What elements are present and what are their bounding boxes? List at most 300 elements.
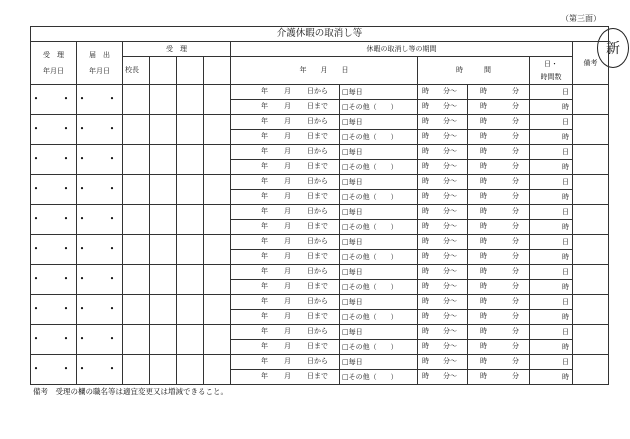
kocho-stamp-cell[interactable] xyxy=(123,85,150,115)
hour-label: 時 xyxy=(480,222,487,230)
uketsuke-date-cell[interactable]: ・ ・ xyxy=(31,205,77,235)
hour-count-cell[interactable]: 時 xyxy=(530,250,573,265)
day-count-cell[interactable]: 日 xyxy=(530,175,573,190)
year-label: 年 xyxy=(261,132,268,140)
todoke-date-cell[interactable]: ・ ・ xyxy=(77,295,123,325)
minute-tilde-label: 分～ xyxy=(443,252,457,260)
start-time-cell[interactable] xyxy=(418,355,468,370)
uketsuke-date-cell[interactable]: ・ ・ xyxy=(31,265,77,295)
other-day-checkbox[interactable]: □その他（ ） xyxy=(340,100,418,115)
kocho-stamp-cell[interactable] xyxy=(123,355,150,385)
kocho-header: 校長 xyxy=(123,57,150,85)
juri-header: 受 理 xyxy=(123,42,231,57)
hour-count-cell[interactable]: 時 xyxy=(530,340,573,355)
to-date-cell[interactable] xyxy=(231,190,340,205)
year-label: 年 xyxy=(261,102,268,110)
day-count-cell[interactable]: 日 xyxy=(530,295,573,310)
end-time-cell[interactable] xyxy=(468,220,530,235)
end-time-cell[interactable] xyxy=(468,355,530,370)
month-label: 月 xyxy=(284,87,291,95)
minute-tilde-label: 分～ xyxy=(443,372,457,380)
stamp-cell-4[interactable] xyxy=(204,295,231,325)
month-label: 月 xyxy=(284,312,291,320)
remarks-cell[interactable] xyxy=(573,235,609,265)
stamp-cell-3[interactable] xyxy=(177,175,204,205)
stamp-cell-4[interactable] xyxy=(204,115,231,145)
todoke-header xyxy=(77,42,123,85)
end-time-cell[interactable] xyxy=(468,145,530,160)
new-stamp: 新 xyxy=(597,28,629,68)
minute-label: 分 xyxy=(512,327,519,335)
from-date-cell[interactable] xyxy=(231,265,340,280)
start-time-cell[interactable] xyxy=(418,145,468,160)
minute-tilde-label: 分～ xyxy=(443,297,457,305)
entry-row-top xyxy=(31,325,609,340)
approver-blank-1 xyxy=(150,57,177,85)
from-label: 日から xyxy=(307,357,328,365)
other-day-checkbox[interactable]: □その他（ ） xyxy=(340,250,418,265)
stamp-cell-4[interactable] xyxy=(204,355,231,385)
start-time-cell[interactable] xyxy=(418,280,468,295)
hour-label: 時 xyxy=(480,357,487,365)
todoke-date-cell[interactable]: ・ ・ xyxy=(77,205,123,235)
to-date-cell[interactable] xyxy=(231,220,340,235)
month-label: 月 xyxy=(284,147,291,155)
start-time-cell[interactable] xyxy=(418,325,468,340)
remarks-cell[interactable] xyxy=(573,175,609,205)
to-label: 日まで xyxy=(307,192,328,200)
other-day-checkbox[interactable]: □その他（ ） xyxy=(340,310,418,325)
approver-blank-2 xyxy=(177,57,204,85)
entry-row-top xyxy=(31,205,609,220)
every-day-checkbox[interactable]: □毎日 xyxy=(340,265,418,280)
end-time-cell[interactable] xyxy=(468,310,530,325)
stamp-cell-4[interactable] xyxy=(204,175,231,205)
entry-row-top xyxy=(31,115,609,130)
minute-label: 分 xyxy=(512,222,519,230)
to-date-cell[interactable] xyxy=(231,160,340,175)
year-label: 年 xyxy=(261,372,268,380)
stamp-cell-2[interactable] xyxy=(150,205,177,235)
to-label: 日まで xyxy=(307,342,328,350)
minute-tilde-label: 分～ xyxy=(443,192,457,200)
hour-label: 時 xyxy=(480,297,487,305)
hour-label: 時 xyxy=(480,267,487,275)
stamp-cell-2[interactable] xyxy=(150,145,177,175)
day-count-cell[interactable]: 日 xyxy=(530,265,573,280)
start-time-cell[interactable] xyxy=(418,85,468,100)
hour-label: 時 xyxy=(422,252,429,260)
hour-label: 時 xyxy=(422,342,429,350)
end-time-cell[interactable] xyxy=(468,295,530,310)
stamp-cell-3[interactable] xyxy=(177,325,204,355)
uketsuke-date-cell[interactable]: ・ ・ xyxy=(31,235,77,265)
to-date-cell[interactable] xyxy=(231,100,340,115)
stamp-cell-3[interactable] xyxy=(177,145,204,175)
day-count-cell[interactable]: 日 xyxy=(530,205,573,220)
hour-label: 時 xyxy=(422,237,429,245)
page-label: （第三面） xyxy=(561,14,601,23)
month-label: 月 xyxy=(284,252,291,260)
stamp-cell-3[interactable] xyxy=(177,235,204,265)
year-label: 年 xyxy=(261,312,268,320)
start-time-cell[interactable] xyxy=(418,370,468,385)
uketsuke-date-cell[interactable]: ・ ・ xyxy=(31,85,77,115)
start-time-cell[interactable] xyxy=(418,190,468,205)
days-header-top: 日・ xyxy=(544,59,558,68)
end-time-cell[interactable] xyxy=(468,205,530,220)
to-date-cell[interactable] xyxy=(231,250,340,265)
every-day-checkbox[interactable]: □毎日 xyxy=(340,205,418,220)
from-label: 日から xyxy=(307,207,328,215)
minute-label: 分 xyxy=(512,192,519,200)
day-count-cell[interactable]: 日 xyxy=(530,235,573,250)
minute-label: 分 xyxy=(512,207,519,215)
start-time-cell[interactable] xyxy=(418,295,468,310)
year-label: 年 xyxy=(261,147,268,155)
ymd-header: 年 月 日 xyxy=(231,57,418,85)
end-time-cell[interactable] xyxy=(468,85,530,100)
minute-label: 分 xyxy=(512,237,519,245)
minute-tilde-label: 分～ xyxy=(443,102,457,110)
year-label: 年 xyxy=(261,162,268,170)
other-day-checkbox[interactable]: □その他（ ） xyxy=(340,280,418,295)
hour-label: 時 xyxy=(480,252,487,260)
from-date-cell[interactable] xyxy=(231,145,340,160)
minute-tilde-label: 分～ xyxy=(443,327,457,335)
days-header-bottom: 時間数 xyxy=(540,72,562,81)
start-time-cell[interactable] xyxy=(418,310,468,325)
hour-count-cell[interactable]: 時 xyxy=(530,310,573,325)
end-time-cell[interactable] xyxy=(468,160,530,175)
month-label: 月 xyxy=(284,267,291,275)
to-date-cell[interactable] xyxy=(231,310,340,325)
hour-label: 時 xyxy=(480,327,487,335)
start-time-cell[interactable] xyxy=(418,340,468,355)
from-date-cell[interactable] xyxy=(231,295,340,310)
stamp-cell-2[interactable] xyxy=(150,265,177,295)
uketsuke-date-cell[interactable]: ・ ・ xyxy=(31,325,77,355)
stamp-cell-3[interactable] xyxy=(177,115,204,145)
year-label: 年 xyxy=(261,267,268,275)
minute-tilde-label: 分～ xyxy=(443,177,457,185)
minute-tilde-label: 分～ xyxy=(443,132,457,140)
todoke-date-cell[interactable]: ・ ・ xyxy=(77,235,123,265)
end-time-cell[interactable] xyxy=(468,100,530,115)
end-time-cell[interactable] xyxy=(468,265,530,280)
from-date-cell[interactable] xyxy=(231,205,340,220)
year-label: 年 xyxy=(261,192,268,200)
stamp-cell-3[interactable] xyxy=(177,205,204,235)
hour-count-cell[interactable]: 時 xyxy=(530,220,573,235)
stamp-cell-2[interactable] xyxy=(150,325,177,355)
start-time-cell[interactable] xyxy=(418,130,468,145)
year-label: 年 xyxy=(261,282,268,290)
minute-tilde-label: 分～ xyxy=(443,267,457,275)
start-time-cell[interactable] xyxy=(418,115,468,130)
stamp-cell-2[interactable] xyxy=(150,295,177,325)
remarks-cell[interactable] xyxy=(573,85,609,115)
todoke-date-cell[interactable]: ・ ・ xyxy=(77,325,123,355)
end-time-cell[interactable] xyxy=(468,250,530,265)
kocho-stamp-cell[interactable] xyxy=(123,265,150,295)
entry-row-top xyxy=(31,265,609,280)
end-time-cell[interactable] xyxy=(468,175,530,190)
month-label: 月 xyxy=(284,132,291,140)
from-label: 日から xyxy=(307,327,328,335)
start-time-cell[interactable] xyxy=(418,250,468,265)
every-day-checkbox[interactable]: □毎日 xyxy=(340,295,418,310)
hour-label: 時 xyxy=(422,102,429,110)
period-header: 休暇の取消し等の期間 xyxy=(231,42,573,57)
every-day-checkbox[interactable]: □毎日 xyxy=(340,325,418,340)
start-time-cell[interactable] xyxy=(418,265,468,280)
to-date-cell[interactable] xyxy=(231,370,340,385)
hour-label: 時 xyxy=(480,162,487,170)
to-date-cell[interactable] xyxy=(231,130,340,145)
to-date-cell[interactable] xyxy=(231,340,340,355)
remarks-cell[interactable] xyxy=(573,325,609,355)
minute-tilde-label: 分～ xyxy=(443,162,457,170)
todoke-label: 届 出 xyxy=(89,50,110,59)
from-date-cell[interactable] xyxy=(231,355,340,370)
minute-label: 分 xyxy=(512,252,519,260)
todoke-date-cell[interactable]: ・ ・ xyxy=(77,175,123,205)
every-day-checkbox[interactable]: □毎日 xyxy=(340,145,418,160)
minute-tilde-label: 分～ xyxy=(443,282,457,290)
minute-tilde-label: 分～ xyxy=(443,222,457,230)
hour-label: 時 xyxy=(422,282,429,290)
minute-tilde-label: 分～ xyxy=(443,117,457,125)
end-time-cell[interactable] xyxy=(468,280,530,295)
from-date-cell[interactable] xyxy=(231,85,340,100)
month-label: 月 xyxy=(284,162,291,170)
start-time-cell[interactable] xyxy=(418,100,468,115)
kocho-stamp-cell[interactable] xyxy=(123,175,150,205)
remarks-cell[interactable] xyxy=(573,355,609,385)
stamp-cell-4[interactable] xyxy=(204,145,231,175)
month-label: 月 xyxy=(284,207,291,215)
minute-tilde-label: 分～ xyxy=(443,357,457,365)
stamp-cell-3[interactable] xyxy=(177,265,204,295)
hour-label: 時 xyxy=(422,327,429,335)
minute-tilde-label: 分～ xyxy=(443,87,457,95)
hour-label: 時 xyxy=(422,372,429,380)
uketsuke-date-cell[interactable]: ・ ・ xyxy=(31,355,77,385)
hour-count-cell[interactable]: 時 xyxy=(530,190,573,205)
minute-tilde-label: 分～ xyxy=(443,147,457,155)
todoke-date-label: 年月日 xyxy=(89,66,110,75)
to-label: 日まで xyxy=(307,162,328,170)
minute-label: 分 xyxy=(512,117,519,125)
start-time-cell[interactable] xyxy=(418,235,468,250)
end-time-cell[interactable] xyxy=(468,325,530,340)
kocho-stamp-cell[interactable] xyxy=(123,235,150,265)
entry-row-top xyxy=(31,175,609,190)
other-day-checkbox[interactable]: □その他（ ） xyxy=(340,370,418,385)
hour-count-cell[interactable]: 時 xyxy=(530,280,573,295)
to-label: 日まで xyxy=(307,222,328,230)
start-time-cell[interactable] xyxy=(418,205,468,220)
remarks-cell[interactable] xyxy=(573,205,609,235)
to-label: 日まで xyxy=(307,312,328,320)
stamp-cell-2[interactable] xyxy=(150,85,177,115)
year-label: 年 xyxy=(261,117,268,125)
minute-label: 分 xyxy=(512,147,519,155)
minute-label: 分 xyxy=(512,87,519,95)
todoke-date-cell[interactable]: ・ ・ xyxy=(77,115,123,145)
uketsuke-label: 受 理 xyxy=(43,50,64,59)
hour-label: 時 xyxy=(422,207,429,215)
from-label: 日から xyxy=(307,147,328,155)
stamp-cell-4[interactable] xyxy=(204,325,231,355)
stamp-cell-4[interactable] xyxy=(204,85,231,115)
hour-label: 時 xyxy=(422,297,429,305)
from-date-cell[interactable] xyxy=(231,235,340,250)
day-count-cell[interactable]: 日 xyxy=(530,85,573,100)
stamp-cell-4[interactable] xyxy=(204,265,231,295)
todoke-date-cell[interactable]: ・ ・ xyxy=(77,265,123,295)
stamp-cell-3[interactable] xyxy=(177,355,204,385)
minute-label: 分 xyxy=(512,297,519,305)
stamp-cell-2[interactable] xyxy=(150,355,177,385)
remarks-header: 備考 xyxy=(573,42,609,85)
footnote: 備考 受理の欄の職名等は適宜変更又は増減できること。 xyxy=(33,387,228,396)
minute-label: 分 xyxy=(512,132,519,140)
minute-label: 分 xyxy=(512,282,519,290)
other-day-checkbox[interactable]: □その他（ ） xyxy=(340,340,418,355)
hour-label: 時 xyxy=(422,147,429,155)
todoke-date-cell[interactable]: ・ ・ xyxy=(77,85,123,115)
to-date-cell[interactable] xyxy=(231,280,340,295)
hour-count-cell[interactable]: 時 xyxy=(530,160,573,175)
every-day-checkbox[interactable]: □毎日 xyxy=(340,85,418,100)
hour-count-cell[interactable]: 時 xyxy=(530,130,573,145)
from-label: 日から xyxy=(307,297,328,305)
from-date-cell[interactable] xyxy=(231,175,340,190)
start-time-cell[interactable] xyxy=(418,160,468,175)
end-time-cell[interactable] xyxy=(468,130,530,145)
hour-label: 時 xyxy=(480,132,487,140)
minute-label: 分 xyxy=(512,342,519,350)
year-label: 年 xyxy=(261,297,268,305)
kocho-stamp-cell[interactable] xyxy=(123,115,150,145)
uketsuke-date-cell[interactable]: ・ ・ xyxy=(31,145,77,175)
other-day-checkbox[interactable]: □その他（ ） xyxy=(340,130,418,145)
month-label: 月 xyxy=(284,117,291,125)
hour-label: 時 xyxy=(480,372,487,380)
kocho-stamp-cell[interactable] xyxy=(123,295,150,325)
uketsuke-date-cell[interactable]: ・ ・ xyxy=(31,295,77,325)
start-time-cell[interactable] xyxy=(418,220,468,235)
minute-tilde-label: 分～ xyxy=(443,207,457,215)
hour-label: 時 xyxy=(422,162,429,170)
year-label: 年 xyxy=(261,252,268,260)
stamp-cell-4[interactable] xyxy=(204,205,231,235)
start-time-cell[interactable] xyxy=(418,175,468,190)
year-label: 年 xyxy=(261,327,268,335)
day-count-cell[interactable]: 日 xyxy=(530,325,573,340)
month-label: 月 xyxy=(284,237,291,245)
month-label: 月 xyxy=(284,357,291,365)
month-label: 月 xyxy=(284,222,291,230)
hour-label: 時 xyxy=(480,87,487,95)
todoke-date-cell[interactable]: ・ ・ xyxy=(77,355,123,385)
year-label: 年 xyxy=(261,222,268,230)
every-day-checkbox[interactable]: □毎日 xyxy=(340,115,418,130)
every-day-checkbox[interactable]: □毎日 xyxy=(340,355,418,370)
uketsuke-date-cell[interactable]: ・ ・ xyxy=(31,175,77,205)
other-day-checkbox[interactable]: □その他（ ） xyxy=(340,190,418,205)
from-label: 日から xyxy=(307,87,328,95)
kocho-stamp-cell[interactable] xyxy=(123,145,150,175)
remarks-cell[interactable] xyxy=(573,115,609,145)
to-label: 日まで xyxy=(307,132,328,140)
remarks-cell[interactable] xyxy=(573,145,609,175)
stamp-cell-2[interactable] xyxy=(150,235,177,265)
day-count-cell[interactable]: 日 xyxy=(530,355,573,370)
stamp-cell-3[interactable] xyxy=(177,295,204,325)
minute-label: 分 xyxy=(512,102,519,110)
days-header xyxy=(530,57,573,85)
from-date-cell[interactable] xyxy=(231,115,340,130)
year-label: 年 xyxy=(261,342,268,350)
year-label: 年 xyxy=(261,357,268,365)
end-time-cell[interactable] xyxy=(468,235,530,250)
hour-count-cell[interactable]: 時 xyxy=(530,100,573,115)
end-time-cell[interactable] xyxy=(468,115,530,130)
remarks-cell[interactable] xyxy=(573,295,609,325)
stamp-cell-3[interactable] xyxy=(177,85,204,115)
todoke-date-cell[interactable]: ・ ・ xyxy=(77,145,123,175)
uketsuke-date-cell[interactable]: ・ ・ xyxy=(31,115,77,145)
stamp-cell-2[interactable] xyxy=(150,115,177,145)
every-day-checkbox[interactable]: □毎日 xyxy=(340,235,418,250)
hour-count-cell[interactable]: 時 xyxy=(530,370,573,385)
end-time-cell[interactable] xyxy=(468,190,530,205)
hour-label: 時 xyxy=(422,87,429,95)
month-label: 月 xyxy=(284,297,291,305)
stamp-cell-2[interactable] xyxy=(150,175,177,205)
other-day-checkbox[interactable]: □その他（ ） xyxy=(340,160,418,175)
minute-label: 分 xyxy=(512,177,519,185)
to-label: 日まで xyxy=(307,372,328,380)
from-label: 日から xyxy=(307,117,328,125)
hour-label: 時 xyxy=(422,132,429,140)
month-label: 月 xyxy=(284,177,291,185)
kocho-stamp-cell[interactable] xyxy=(123,205,150,235)
year-label: 年 xyxy=(261,177,268,185)
stamp-cell-4[interactable] xyxy=(204,235,231,265)
day-count-cell[interactable]: 日 xyxy=(530,145,573,160)
other-day-checkbox[interactable]: □その他（ ） xyxy=(340,220,418,235)
hour-label: 時 xyxy=(422,192,429,200)
month-label: 月 xyxy=(284,372,291,380)
minute-tilde-label: 分～ xyxy=(443,342,457,350)
from-date-cell[interactable] xyxy=(231,325,340,340)
minute-label: 分 xyxy=(512,267,519,275)
end-time-cell[interactable] xyxy=(468,340,530,355)
uketsuke-date-label: 年月日 xyxy=(43,66,64,75)
day-count-cell[interactable]: 日 xyxy=(530,115,573,130)
remarks-cell[interactable] xyxy=(573,265,609,295)
kocho-stamp-cell[interactable] xyxy=(123,325,150,355)
every-day-checkbox[interactable]: □毎日 xyxy=(340,175,418,190)
hour-label: 時 xyxy=(422,312,429,320)
end-time-cell[interactable] xyxy=(468,370,530,385)
time-header: 時 間 xyxy=(418,57,530,85)
to-label: 日まで xyxy=(307,102,328,110)
